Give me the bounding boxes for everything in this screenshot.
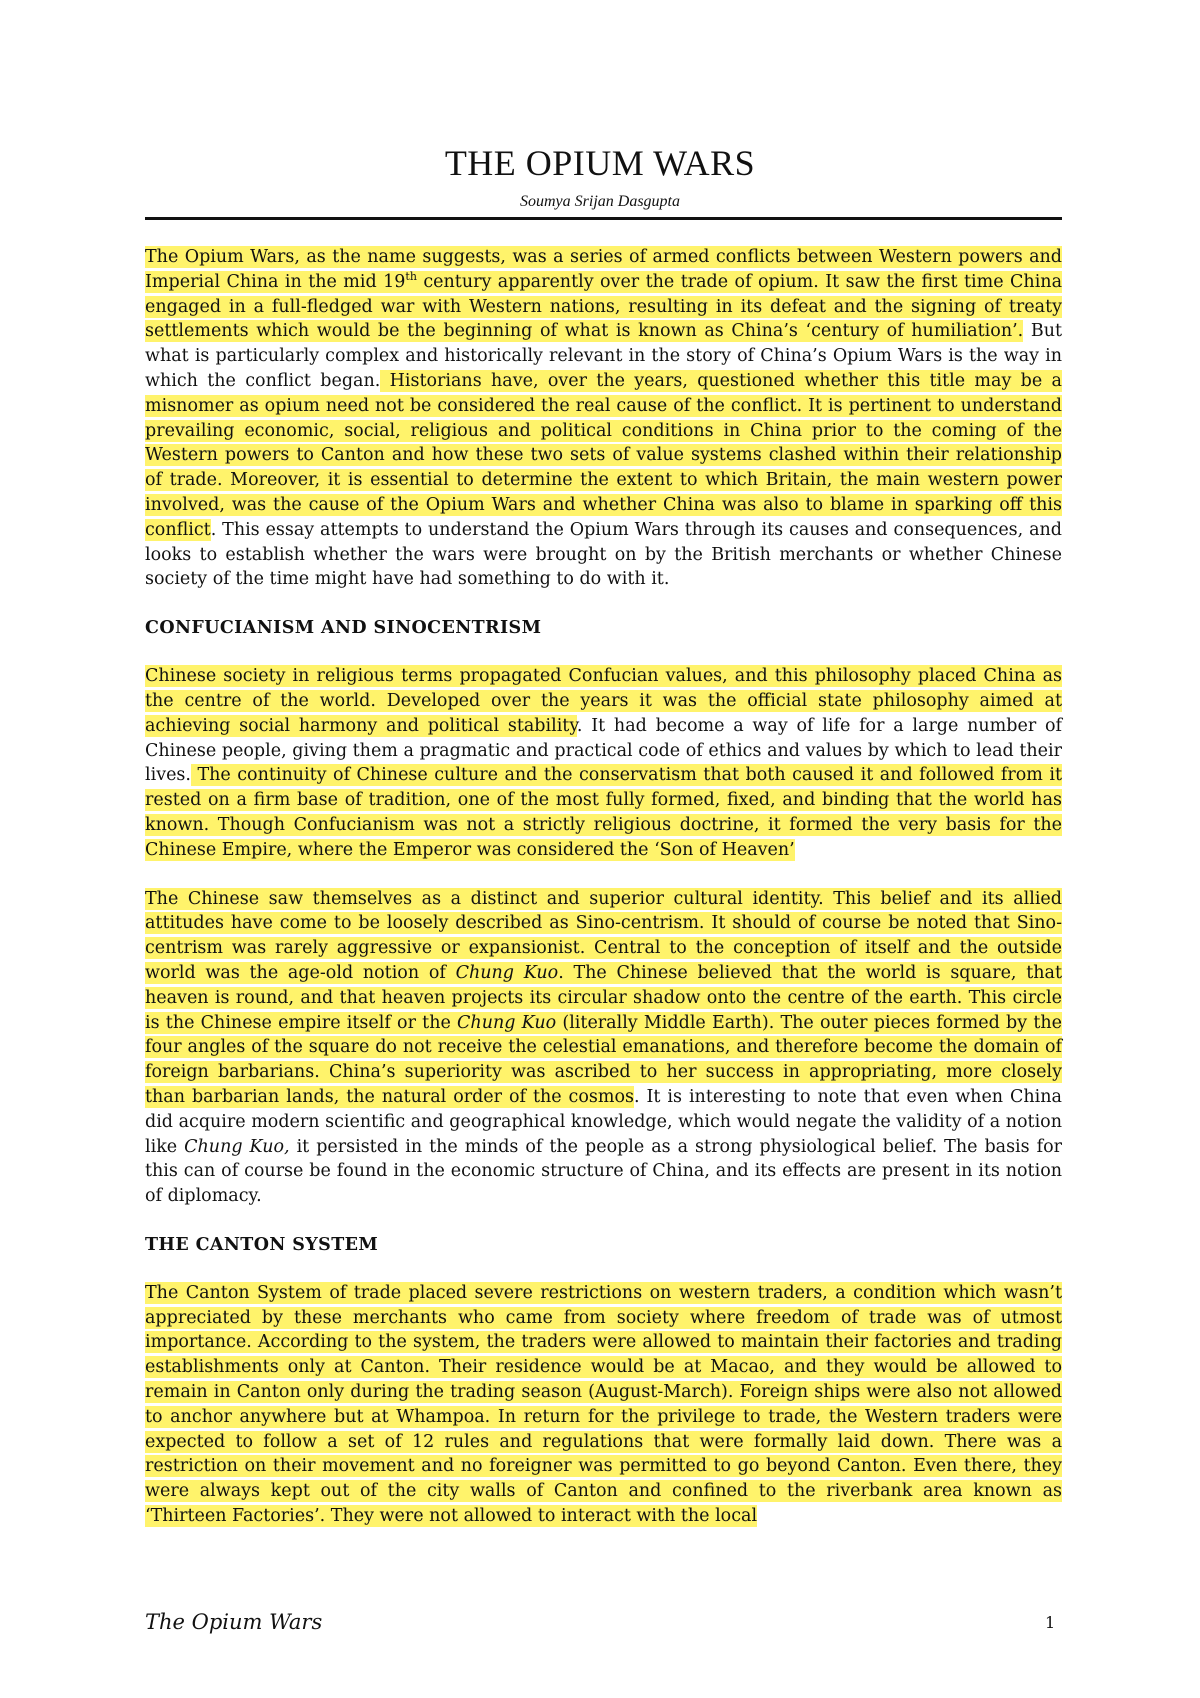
highlight: The Opium Wars, as the name suggests, was a series of armed conflicts between Western powers and Imperial China in the mid 19th century apparently over the trade of opium. It saw the first time China engaged in a full-fledged war with Western nations, resulting in its defeat and the signing of treaty settlements which would be the beginning of what is known as China’s ‘century of humiliation’. [145, 247, 1062, 342]
document-body [145, 245, 1062, 1529]
title-rule [145, 217, 1062, 220]
section-heading-canton: THE CANTON SYSTEM [145, 1234, 379, 1255]
page-number: 1 [1045, 1613, 1056, 1632]
confucianism-paragraph-1: Chinese society in religious terms propagated Confucian values, and this philosophy placed China as the centre of the world. Developed over the years it was the official state philosophy aimed at achieving social harmony and political stability. It had become a way of life for a large number of Chinese people, giving them a pragmatic and practical code of ethics and values by which to lead their lives. The continuity of Chinese culture and the conservatism that both caused it and followed from it rested on a firm base of tradition, one of the most fully formed, fixed, and binding that the world has known. Though Confucianism was not a strictly religious doctrine, it formed the very basis for the Chinese Empire, where the Emperor was considered the ‘Son of Heaven’ [145, 666, 1062, 860]
confucianism-paragraph-2: The Chinese saw themselves as a distinct and superior cultural identity. This belief and its allied attitudes have come to be loosely described as Sino-centrism. It should of course be noted that Sino-centrism was rarely aggressive or expansionist. Central to the conception of itself and the outside world was the age-old notion of Chung Kuo. The Chinese believed that the world is square, that heaven is round, and that heaven projects its circular shadow onto the centre of the earth. This circle is the Chinese empire itself or the Chung Kuo (literally Middle Earth). The outer pieces formed by the four angles of the square do not receive the celestial emanations, and therefore become the domain of foreign barbarians. China’s superiority was ascribed to her success in appropriating, more closely than barbarian lands, the natural order of the cosmos. It is interesting to note that even when China did acquire modern scientific and geographical knowledge, which would negate the validity of a notion like Chung Kuo, it persisted in the minds of the people as a strong physiological belief. The basis for this can of course be found in the economic structure of China, and its effects are present in its notion of diplomacy. [145, 888, 1063, 1207]
author-name: Soumya Srijan Dasgupta [520, 193, 680, 210]
highlight: Historians have, over the years, questioned whether this title may be a misnomer as opium need not be considered the real cause of the conflict. It is pertinent to understand prevailing economic, social, religious and political conditions in China prior to the coming of the Western powers to Canton and how these two sets of value systems clashed within their relationship of trade. Moreover, it is essential to determine the extent to which Britain, the main western power involved, was the cause of the Opium Wars and whether China was also to blame in sparking off this conflict [145, 370, 1062, 540]
highlight: The Canton System of trade placed severe restrictions on western traders, a condition which wasn’t appreciated by these merchants who came from society where freedom of trade was of utmost importance. According to the system, the traders were allowed to maintain their factories and trading establishments only at Canton. Their residence would be at Macao, and they would be allowed to remain in Canton only during the trading season (August-March). Foreign ships were also not allowed to anchor anywhere but at Whampoa. In return for the privilege to trade, the Western traders were expected to follow a set of 12 rules and regulations that were formally laid down. There was a restriction on their movement and no foreigner was permitted to go beyond Canton. Even there, they were always kept out of the city walls of Canton and confined to the riverbank area known as ‘Thirteen Factories’. They were not allowed to interact with the local [145, 1282, 1062, 1527]
highlight: Chinese society in religious terms propagated Confucian values, and this philosophy placed China as the centre of the world. Developed over the years it was the official state philosophy aimed at achieving social harmony and political stability [145, 666, 1062, 736]
footer-title: The Opium Wars [145, 1610, 323, 1634]
highlight: The continuity of Chinese culture and the conservatism that both caused it and followed from it rested on a firm base of tradition, one of the most fully formed, fixed, and binding that the world has known. Though Confucianism was not a strictly religious doctrine, it formed the very basis for the Chinese Empire, where the Emperor was considered the ‘Son of Heaven’ [145, 765, 1062, 860]
highlight: The Chinese saw themselves as a distinct and superior cultural identity. This belief and its allied attitudes have come to be loosely described as Sino-centrism. It should of course be noted that Sino-centrism was rarely aggressive or expansionist. Central to the conception of itself and the outside world was the age-old notion of Chung Kuo. The Chinese believed that the world is square, that heaven is round, and that heaven projects its circular shadow onto the centre of the earth. This circle is the Chinese empire itself or the Chung Kuo (literally Middle Earth). The outer pieces formed by the four angles of the square do not receive the celestial emanations, and therefore become the domain of foreign barbarians. China’s superiority was ascribed to her success in appropriating, more closely than barbarian lands, the natural order of the cosmos [145, 888, 1062, 1107]
section-heading-confucianism: CONFUCIANISM AND SINOCENTRISM [145, 618, 542, 639]
canton-paragraph [145, 1281, 1062, 1529]
document-title: THE OPIUM WARS [444, 143, 756, 183]
intro-paragraph: The Opium Wars, as the name suggests, was a series of armed conflicts between Western powers and Imperial China in the mid 19th century apparently over the trade of opium. It saw the first time China engaged in a full-fledged war with Western nations, resulting in its defeat and the signing of treaty settlements which would be the beginning of what is known as China’s ‘century of humiliation’. But what is particularly complex and historically relevant in the story of China’s Opium Wars is the way in which the conflict began. Historians have, over the years, questioned whether this title may be a misnomer as opium need not be considered the real cause of the conflict. It is pertinent to understand prevailing economic, social, religious and political conditions in China prior to the coming of the Western powers to Canton and how these two sets of value systems clashed within their relationship of trade. Moreover, it is essential to determine the extent to which Britain, the main western power involved, was the cause of the Opium Wars and whether China was also to blame in sparking off this conflict. This essay attempts to understand the Opium Wars through its causes and consequences, and looks to establish whether the wars were brought on by the British merchants or whether Chinese society of the time might have had something to do with it. [145, 247, 1062, 590]
